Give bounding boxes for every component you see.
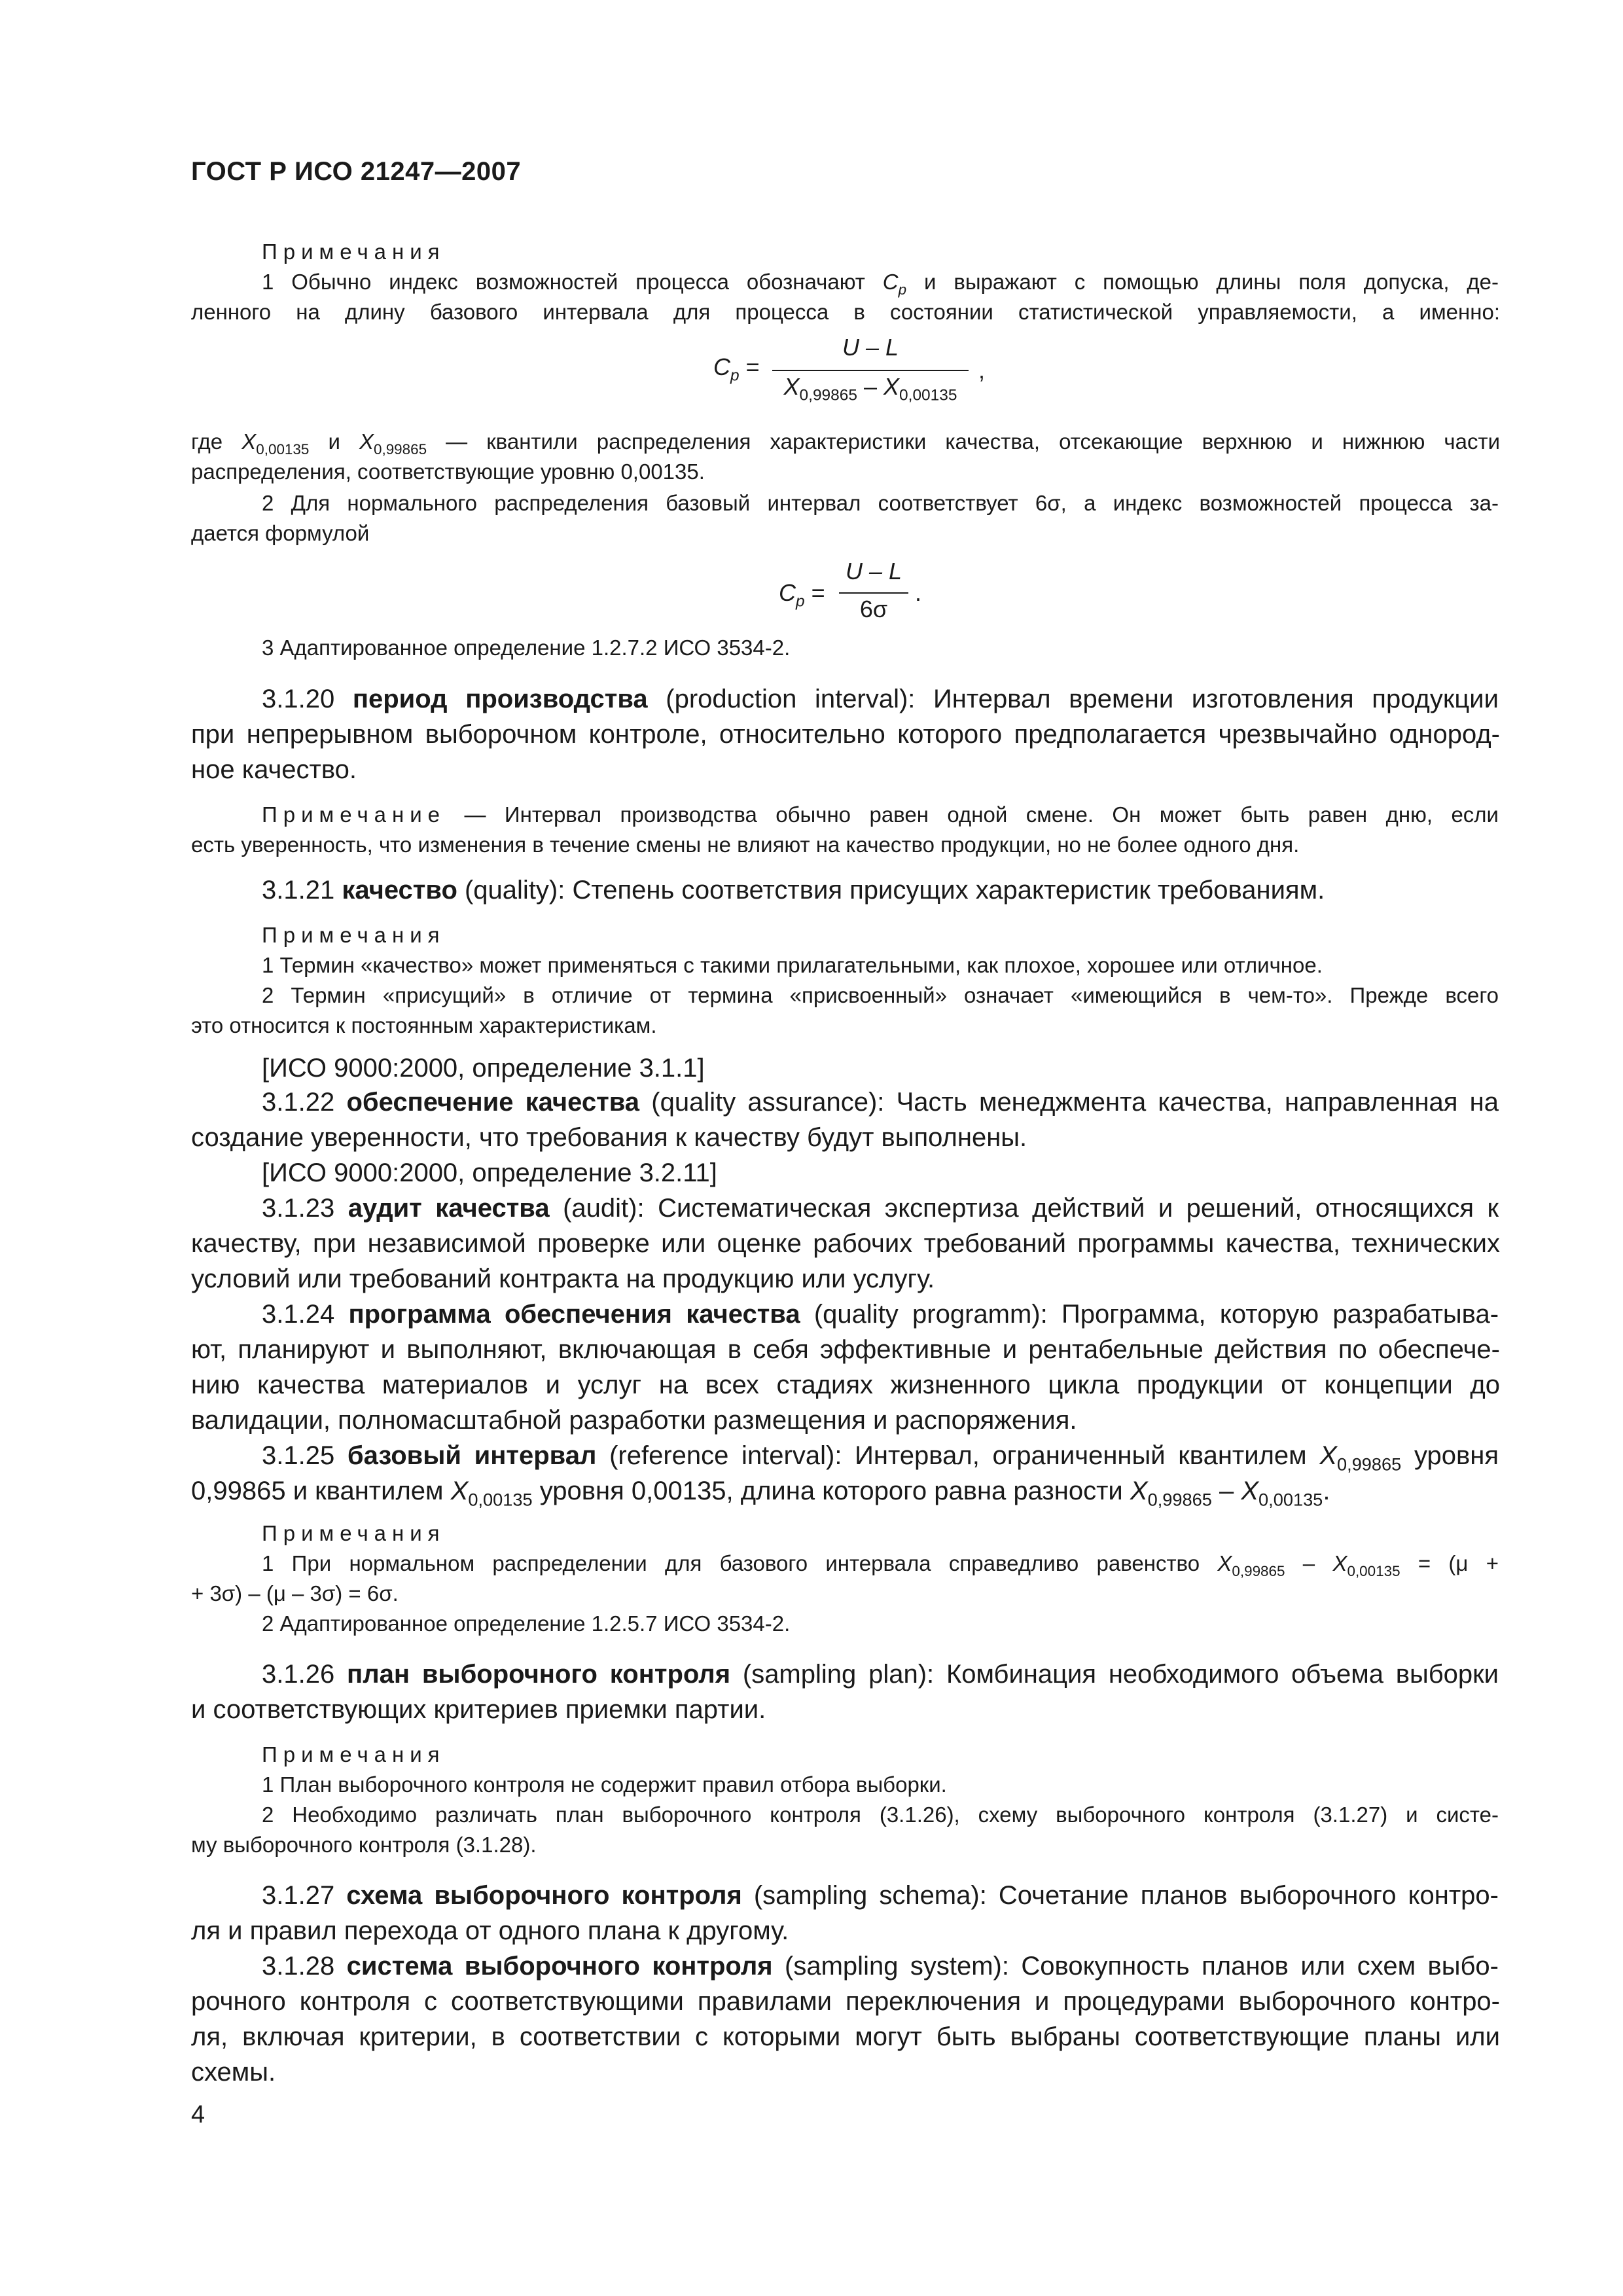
note-line: 2 Необходимо различать план выборочного контроля (3.1.26), схему выборочного контроля (3.1.27) и систе- xyxy=(262,1803,1499,1827)
definition-line: валидации, полномасштабной разработки размещения и распоряжения. xyxy=(191,1406,1077,1435)
term-3-1-21: 3.1.21 качество (quality): Степень соответствия присущих характеристик требованиям. xyxy=(262,876,1325,905)
definition-line: и соответствующих критериев приемки партии. xyxy=(191,1695,766,1724)
note-line: му выборочного контроля (3.1.28). xyxy=(191,1833,537,1857)
term-3-1-20: 3.1.20 период производства (production interval): Интервал времени изготовления продукции xyxy=(262,685,1499,713)
term-3-1-24: 3.1.24 программа обеспечения качества (quality programm): Программа, которую разрабатыва- xyxy=(262,1300,1499,1329)
formula-denominator: 6σ xyxy=(859,596,888,622)
reference: [ИСО 9000:2000, определение 3.2.11] xyxy=(262,1158,717,1187)
definition-line: рочного контроля с соответствующими правилами переключения и процедурами выборочного контро- xyxy=(191,1987,1500,2016)
definition-line: схемы. xyxy=(191,2058,276,2087)
note-line: 2 Для нормального распределения базовый интервал соответствует 6σ, а индекс возможностей процесса за- xyxy=(262,491,1499,515)
note-line: дается формулой xyxy=(191,521,370,545)
note-line: есть уверенность, что изменения в течение смены не влияют на качество продукции, но не более одного дня. xyxy=(191,833,1300,857)
definition-line: качеству, при независимой проверке или оценке рабочих требований программы качества, технических xyxy=(191,1229,1500,1258)
definition-line: 0,99865 и квантилем $X_{0,00135}$ уровня 0,00135, длина которого равна разности $X_{0,99865} - X_{0,00135}$. xyxy=(191,1477,1330,1510)
note-line: 2 Термин «присущий» в отличие от термина «присвоенный» означает «имеющийся в чем-то». Прежде всего xyxy=(262,983,1499,1007)
note-line: 3 Адаптированное определение 1.2.7.2 ИСО 3534-2. xyxy=(262,636,791,660)
term-3-1-28: 3.1.28 система выборочного контроля (sampling system): Совокупность планов или схем выбо- xyxy=(262,1952,1499,1981)
note-line: 1 Термин «качество» может применяться с такими прилагательными, как плохое, хорошее или отличное. xyxy=(262,953,1323,977)
term-3-1-25: 3.1.25 базовый интервал (reference interval): Интервал, ограниченный квантилем $X_{0,99865}$ уровня xyxy=(262,1441,1499,1475)
note-line: + 3σ) – (μ – 3σ) = 6σ. xyxy=(191,1581,399,1605)
notes-label: Примечания xyxy=(262,1521,446,1545)
definition-line: создание уверенности, что требования к качеству будут выполнены. xyxy=(191,1123,1027,1152)
definition-line: при непрерывном выборочном контроле, относительно которого предполагается чрезвычайно однород- xyxy=(191,720,1500,749)
formula-numerator: U – L xyxy=(845,558,902,584)
note-line: Примечание — Интервал производства обычно равен одной смене. Он может быть равен дню, если xyxy=(262,802,1499,827)
formula-comma: , xyxy=(978,357,986,384)
fraction-line xyxy=(839,592,908,594)
note-line: это относится к постоянным характеристикам. xyxy=(191,1013,657,1037)
definition-line: ля, включая критерии, в соответствии с которыми могут быть выбраны соответствующие планы или xyxy=(191,2022,1500,2051)
note-line: 2 Адаптированное определение 1.2.5.7 ИСО 3534-2. xyxy=(262,1611,791,1636)
fraction-line xyxy=(772,370,969,371)
formula-cp-lhs: $C_p$ = xyxy=(713,353,760,385)
definition-line: нию качества материалов и услуг на всех стадиях жизненного цикла продукции от концепции до xyxy=(191,1371,1500,1399)
notes-label: Примечания xyxy=(262,1742,446,1767)
note-line: 1 Обычно индекс возможностей процесса обозначают $C_p$ и выражают с помощью длины поля допуска, де- xyxy=(262,270,1499,298)
formula-numerator: U – L xyxy=(842,334,899,361)
term-3-1-22: 3.1.22 обеспечение качества (quality assurance): Часть менеджмента качества, направленная на xyxy=(262,1088,1499,1117)
definition-line: ля и правил перехода от одного плана к другому. xyxy=(191,1916,789,1945)
note-line: где $X_{0,00135}$ и $X_{0,99865}$ — квантили распределения характеристики качества, отсекающие верхнюю и нижнюю части xyxy=(191,429,1500,457)
term-3-1-26: 3.1.26 план выборочного контроля (sampling plan): Комбинация необходимого объема выборки xyxy=(262,1660,1499,1689)
definition-line: ют, планируют и выполняют, включающая в себя эффективные и рентабельные действия по обеспече- xyxy=(191,1335,1500,1364)
term-3-1-27: 3.1.27 схема выборочного контроля (sampling schema): Сочетание планов выборочного контро- xyxy=(262,1881,1499,1910)
page-number: 4 xyxy=(191,2101,205,2128)
definition-line: ное качество. xyxy=(191,755,357,784)
notes-label: Примечания xyxy=(262,923,446,947)
formula-cp-lhs: $C_p$ = xyxy=(779,579,825,611)
note-line: распределения, соответствующие уровню 0,00135. xyxy=(191,459,705,484)
note-line: 1 При нормальном распределении для базового интервала справедливо равенство $X_{0,99865} - X_{0,00135} = (\mu$ + xyxy=(262,1551,1499,1579)
document-header: ГОСТ Р ИСО 21247—2007 xyxy=(191,157,522,186)
term-3-1-23: 3.1.23 аудит качества (audit): Систематическая экспертиза действий и решений, относящихся к xyxy=(262,1194,1499,1223)
note-line: 1 План выборочного контроля не содержит правил отбора выборки. xyxy=(262,1772,947,1797)
formula-denominator: $X_{0,99865} - X_{0,00135}$ xyxy=(783,373,957,404)
reference: [ИСО 9000:2000, определение 3.1.1] xyxy=(262,1054,705,1083)
formula-dot: . xyxy=(915,579,922,606)
note-line: ленного на длину базового интервала для процесса в состоянии статистической управляемости, а именно: xyxy=(191,300,1500,324)
definition-line: условий или требований контракта на продукцию или услугу. xyxy=(191,1265,935,1293)
notes-label: Примечания xyxy=(262,240,446,264)
